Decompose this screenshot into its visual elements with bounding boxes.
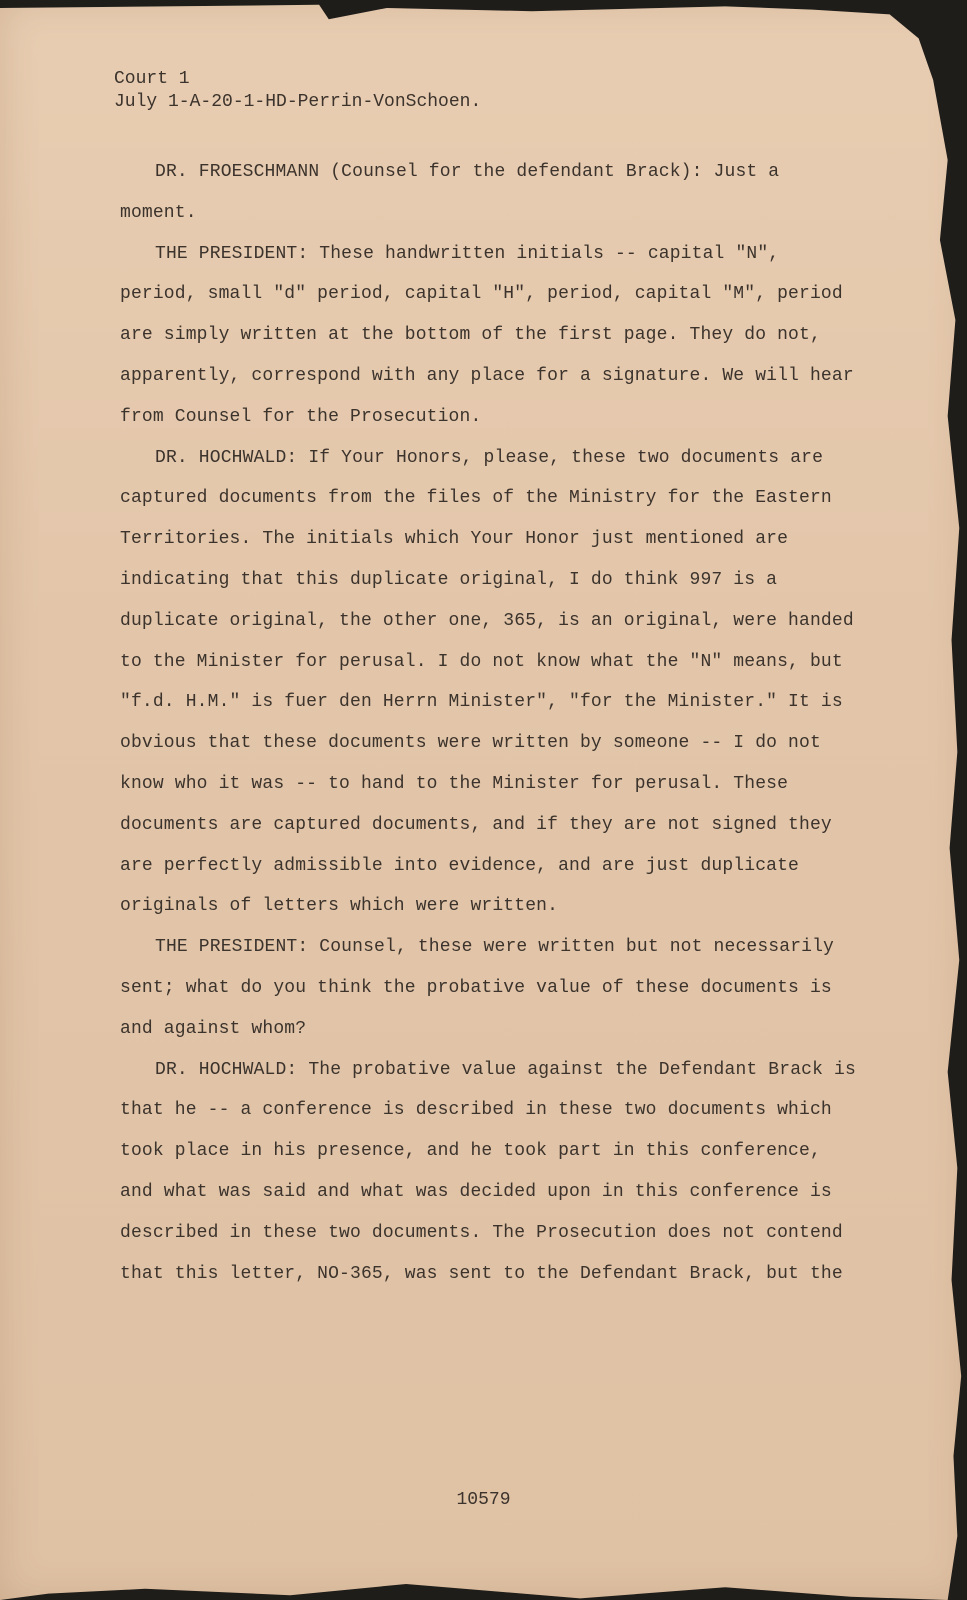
transcript-paragraph: THE PRESIDENT: Counsel, these were written but not necessarily sent; what do you think the probative value of these documents is and against whom? [120,937,835,1039]
transcript-paragraph: DR. HOCHWALD: If Your Honors, please, these two documents are captured documents from the files of the Ministry for the Eastern Territories. The initials which Your Honor just mentioned are indicating that this duplicate original, I do think 997 is a duplicate original, the other one, 365, is an original, were handed to the Minister for perusal. I do not know what the "N" means, but "f.d. H.M." is fuer den Herrn Minister", "for the Minister." It is obvious that these documents were written by someone -- I do not know who it was -- to hand to the Minister for perusal. These documents are captured documents, and if they are not signed they are perfectly admissible into evidence, and are just duplicate originals of letters which were written. [120,447,854,917]
transcript-paragraph: DR. FROESCHMANN (Counsel for the defendant Brack): Just a moment. [120,162,780,223]
transcript-paragraph: THE PRESIDENT: These handwritten initials -- capital "N", period, small "d" period, capital "H", period, capital "M", period are simply written at the bottom of the first page. They do not, apparently, correspond with any place for a signature. We will hear from Counsel for the Prosecution. [120,243,854,427]
page-number: 10579 [456,1490,511,1510]
session-reference: July 1-A-20-1-HD-Perrin-VonSchoen. [114,92,482,112]
document-header [114,68,481,114]
transcript-body [120,152,860,1294]
court-line: Court 1 [114,69,190,89]
transcript-paragraph: DR. HOCHWALD: The probative value against the Defendant Brack is that he -- a conference is described in these two documents which took place in his presence, and he took part in this conference, and what was said and what was decided upon in this conference is described in these two documents. The Prosecution does not contend that this letter, NO-365, was sent to the Defendant Brack, but the [120,1059,856,1284]
